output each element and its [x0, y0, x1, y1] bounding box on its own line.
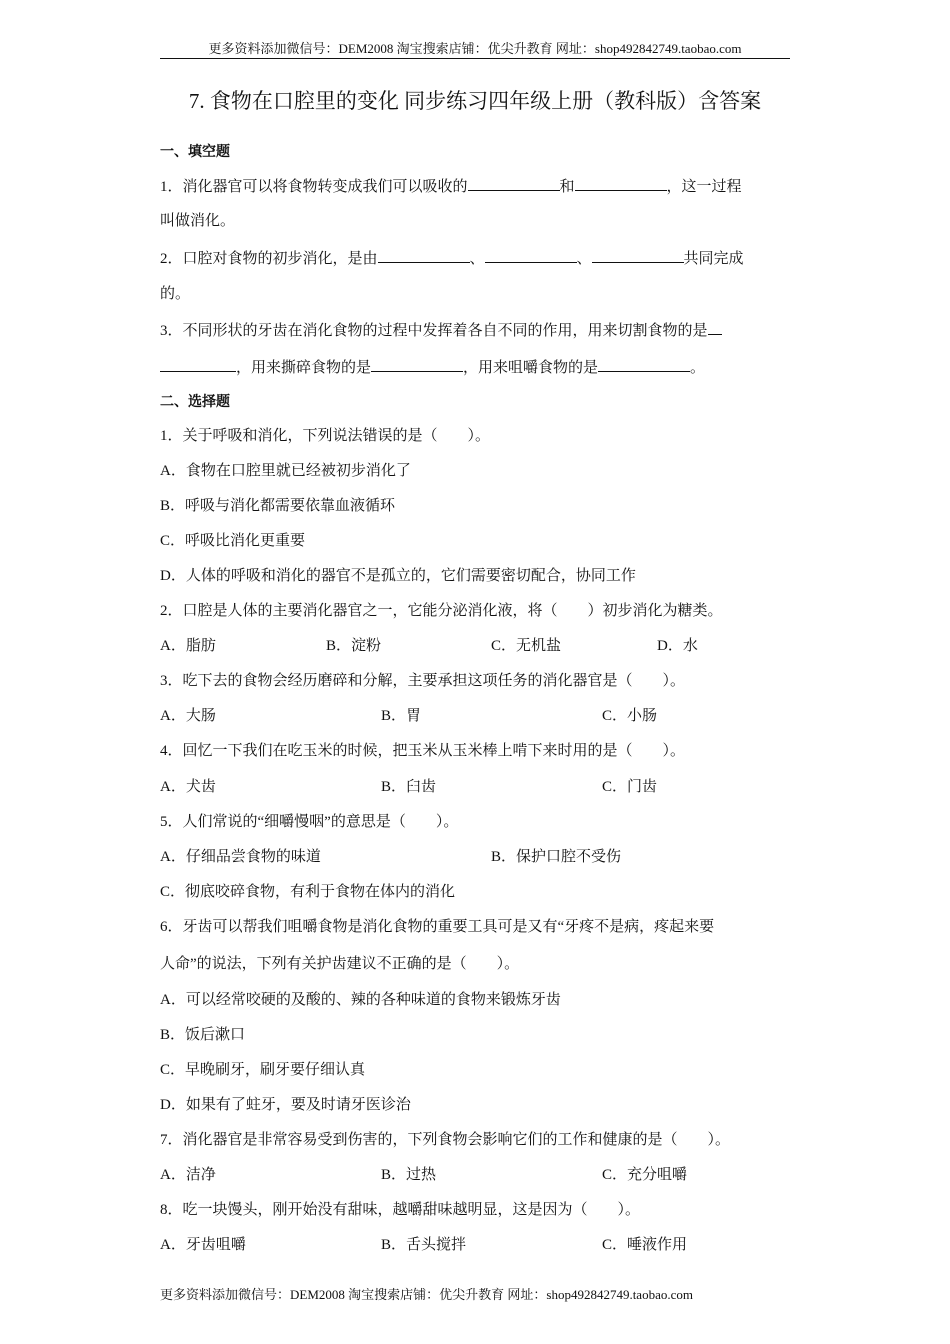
fill-question-1-line-2: 叫做消化。: [160, 213, 236, 229]
option[interactable]: A．食物在口腔里就已经被初步消化了: [160, 463, 411, 479]
header-divider: [160, 58, 790, 59]
option[interactable]: C．早晚刷牙，刷牙要仔细认真: [160, 1062, 366, 1078]
choice-question-8: 8．吃一块馒头，刚开始没有甜味，越嚼甜味越明显，这是因为（ ）。: [160, 1202, 641, 1218]
choice-question-1: 1．关于呼吸和消化，下列说法错误的是（ ）。: [160, 428, 491, 444]
choice-question-4: 4．回忆一下我们在吃玉米的时候，把玉米从玉米棒上啃下来时用的是（ ）。: [160, 743, 686, 759]
choice-question-3: 3．吃下去的食物会经历磨碎和分解，主要承担这项任务的消化器官是（ ）。: [160, 673, 686, 689]
choice-question-6-line-2: 人命”的说法，下列有关护齿建议不正确的是（ ）。: [160, 956, 520, 972]
option[interactable]: A．洁净: [160, 1167, 216, 1183]
choice-question-5: 5．人们常说的“细嚼慢咽”的意思是（ ）。: [160, 814, 459, 830]
answer-blank[interactable]: [592, 247, 684, 263]
option[interactable]: B．舌头搅拌: [381, 1237, 467, 1253]
option[interactable]: C．小肠: [602, 708, 658, 724]
answer-blank[interactable]: [160, 356, 236, 372]
choice-question-7: 7．消化器官是非常容易受到伤害的，下列食物会影响它们的工作和健康的是（ ）。: [160, 1132, 731, 1148]
q3-text-c: ，用来咀嚼食物的是: [463, 360, 599, 376]
option[interactable]: A．仔细品尝食物的味道: [160, 849, 321, 865]
answer-blank[interactable]: [708, 319, 722, 335]
fill-question-2-line-1: [160, 247, 744, 269]
answer-blank[interactable]: [378, 247, 470, 263]
answer-blank[interactable]: [371, 356, 463, 372]
answer-blank[interactable]: [575, 175, 667, 191]
q2-text-b: 、: [469, 251, 485, 267]
option[interactable]: B．饭后漱口: [160, 1027, 246, 1043]
answer-blank[interactable]: [468, 175, 560, 191]
option[interactable]: B．淀粉: [326, 638, 382, 654]
q1-text-b: 和: [559, 179, 575, 195]
option[interactable]: C．无机盐: [491, 638, 562, 654]
option[interactable]: A．牙齿咀嚼: [160, 1237, 246, 1253]
option[interactable]: A．脂肪: [160, 638, 216, 654]
answer-blank[interactable]: [485, 247, 577, 263]
choice-question-2: 2．口腔是人体的主要消化器官之一，它能分泌消化液，将（ ）初步消化为糖类。: [160, 603, 723, 619]
option[interactable]: C．唾液作用: [602, 1237, 688, 1253]
q3-text-d: 。: [690, 360, 706, 376]
option[interactable]: B．呼吸与消化都需要依靠血液循环: [160, 498, 396, 514]
page-footer: 更多资料添加微信号：DEM2008 淘宝搜索店铺：优尖升教育 网址：shop492842749.taobao.com: [160, 1287, 693, 1302]
option[interactable]: A．犬齿: [160, 779, 216, 795]
q1-text-c: ，这一过程: [666, 179, 742, 195]
q2-text-c: 、: [576, 251, 592, 267]
fill-question-2-line-2: 的。: [160, 286, 191, 302]
q3-text-a: 3．不同形状的牙齿在消化食物的过程中发挥着各自不同的作用，用来切割食物的是: [160, 323, 708, 339]
option[interactable]: D．人体的呼吸和消化的器官不是孤立的，它们需要密切配合，协同工作: [160, 568, 636, 584]
option[interactable]: B．过热: [381, 1167, 437, 1183]
page-header: 更多资料添加微信号：DEM2008 淘宝搜索店铺：优尖升教育 网址：shop492842749.taobao.com: [208, 41, 742, 56]
option[interactable]: B．保护口腔不受伤: [491, 849, 622, 865]
option[interactable]: A．可以经常咬硬的及酸的、辣的各种味道的食物来锻炼牙齿: [160, 992, 561, 1008]
option[interactable]: C．呼吸比消化更重要: [160, 533, 306, 549]
choice-question-6-line-1: 6．牙齿可以帮我们咀嚼食物是消化食物的重要工具可是又有“牙疼不是病，疼起来要: [160, 919, 715, 935]
q1-text-a: 1．消化器官可以将食物转变成我们可以吸收的: [160, 179, 468, 195]
option[interactable]: C．彻底咬碎食物，有利于食物在体内的消化: [160, 884, 456, 900]
option[interactable]: D．水: [657, 638, 698, 654]
fill-question-3-line-2: [160, 356, 705, 378]
option[interactable]: C．门齿: [602, 779, 658, 795]
page-title: 7. 食物在口腔里的变化 同步练习四年级上册（教科版）含答案: [188, 89, 762, 113]
answer-blank[interactable]: [598, 356, 690, 372]
option[interactable]: C．充分咀嚼: [602, 1167, 688, 1183]
q3-text-b: ，用来撕碎食物的是: [236, 360, 372, 376]
q2-text-d: 共同完成: [683, 251, 744, 267]
q2-text-a: 2．口腔对食物的初步消化，是由: [160, 251, 378, 267]
section-heading-fill-blank: 一、填空题: [160, 144, 230, 160]
fill-question-3-line-1: [160, 319, 722, 341]
fill-question-1-line-1: [160, 175, 742, 197]
option[interactable]: B．胃: [381, 708, 422, 724]
option[interactable]: B．臼齿: [381, 779, 437, 795]
option[interactable]: D．如果有了蛀牙，要及时请牙医诊治: [160, 1097, 411, 1113]
option[interactable]: A．大肠: [160, 708, 216, 724]
section-heading-multiple-choice: 二、选择题: [160, 394, 230, 410]
